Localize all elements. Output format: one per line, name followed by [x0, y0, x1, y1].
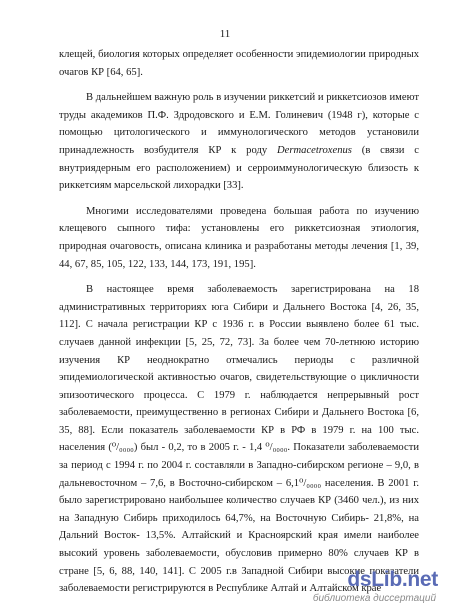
document-body: [59, 46, 419, 598]
paragraph-2-text-after: (в связи с внутриядерным его расположением) и серроиммунологическую близость к риккетсиям марсельской лихорадки [33].: [59, 144, 420, 192]
paragraph-2-text-before: В дальнейшем важную роль в изучении риккетсий и риккетсиозов имеют труды академиков П.Ф. Здродовского и Е.М. Голиневич (1948 г), которые с помощью цитологического и иммунологического методов установили принадлежность возбудителя КР к роду: [59, 92, 419, 156]
dslib-watermark[interactable]: [288, 568, 438, 608]
genus-name-italic: Dermacetroxenus: [277, 144, 352, 156]
dslib-logo: dsLib.net: [347, 568, 438, 591]
paragraph-3: Многими исследователями проведена большая работа по изучению клещевого сыпного тифа: установлены его риккетсиозная этиология, природная очаговость, описана клиника и разработаны методы лечения [1, 39, 44, 67, 85, 105, 122, 133, 144, 173, 191, 195].: [59, 205, 419, 270]
paragraph-1: клещей, биология которых определяет особенности эпидемиологии природных очагов КР [64, 65].: [59, 49, 419, 78]
page-number: 11: [219, 28, 231, 40]
dslib-tagline: библиотека диссертаций: [312, 593, 436, 604]
paragraph-4: В настоящее время заболеваемость зарегистрирована на 18 административных территориях юга Сибири и Дальнего Востока [4, 26, 35, 112]. С начала регистрации КР с 1936 г. в России выявлено более 61 тыс. случаев данной инфекции [5, 25, 72, 73]. За более чем 70-летнюю историю изучения КР неоднократно отмечались периоды с различной эпидемиологической активностью очагов, свидетельствующие о цикличности эпизоотического процесса. С 1979 г. наблюдается непрерывный рост заболеваемости, преимущественно в регионах Сибири и Дальнего Востока [6, 35, 88]. Если показатель заболеваемости КР в РФ в 1979 г. на 100 тыс. населения (⁰/₀₀₀₀) был - 0,2, то в 2005 г. - 1,4 ⁰/₀₀₀₀. Показатели заболеваемости за период с 1994 г. по 2004 г. составляли в Западно-сибирском регионе – 9,0, в дальневосточном – 7,6, в Восточно-сибирском – 6,1⁰/₀₀₀₀ населения. В 2001 г. было зарегистрировано наибольшее количество случаев КР (3460 чел.), из них на Западную Сибирь приходилось 64,7%, на Восточную Сибирь- 21,8%, на Дальний Восток- 13,5%. Алтайский и Красноярский края имели наиболее высокий уровень заболеваемости, обусловив примерно 80% случаев КР в стране [5, 6, 88, 140, 141]. С 2005 г.в Западной Сибири высокие показатели заболеваемости регистрируются в Республике Алтай и Алтайском крае: [59, 284, 419, 595]
paragraph-2: [59, 89, 419, 195]
